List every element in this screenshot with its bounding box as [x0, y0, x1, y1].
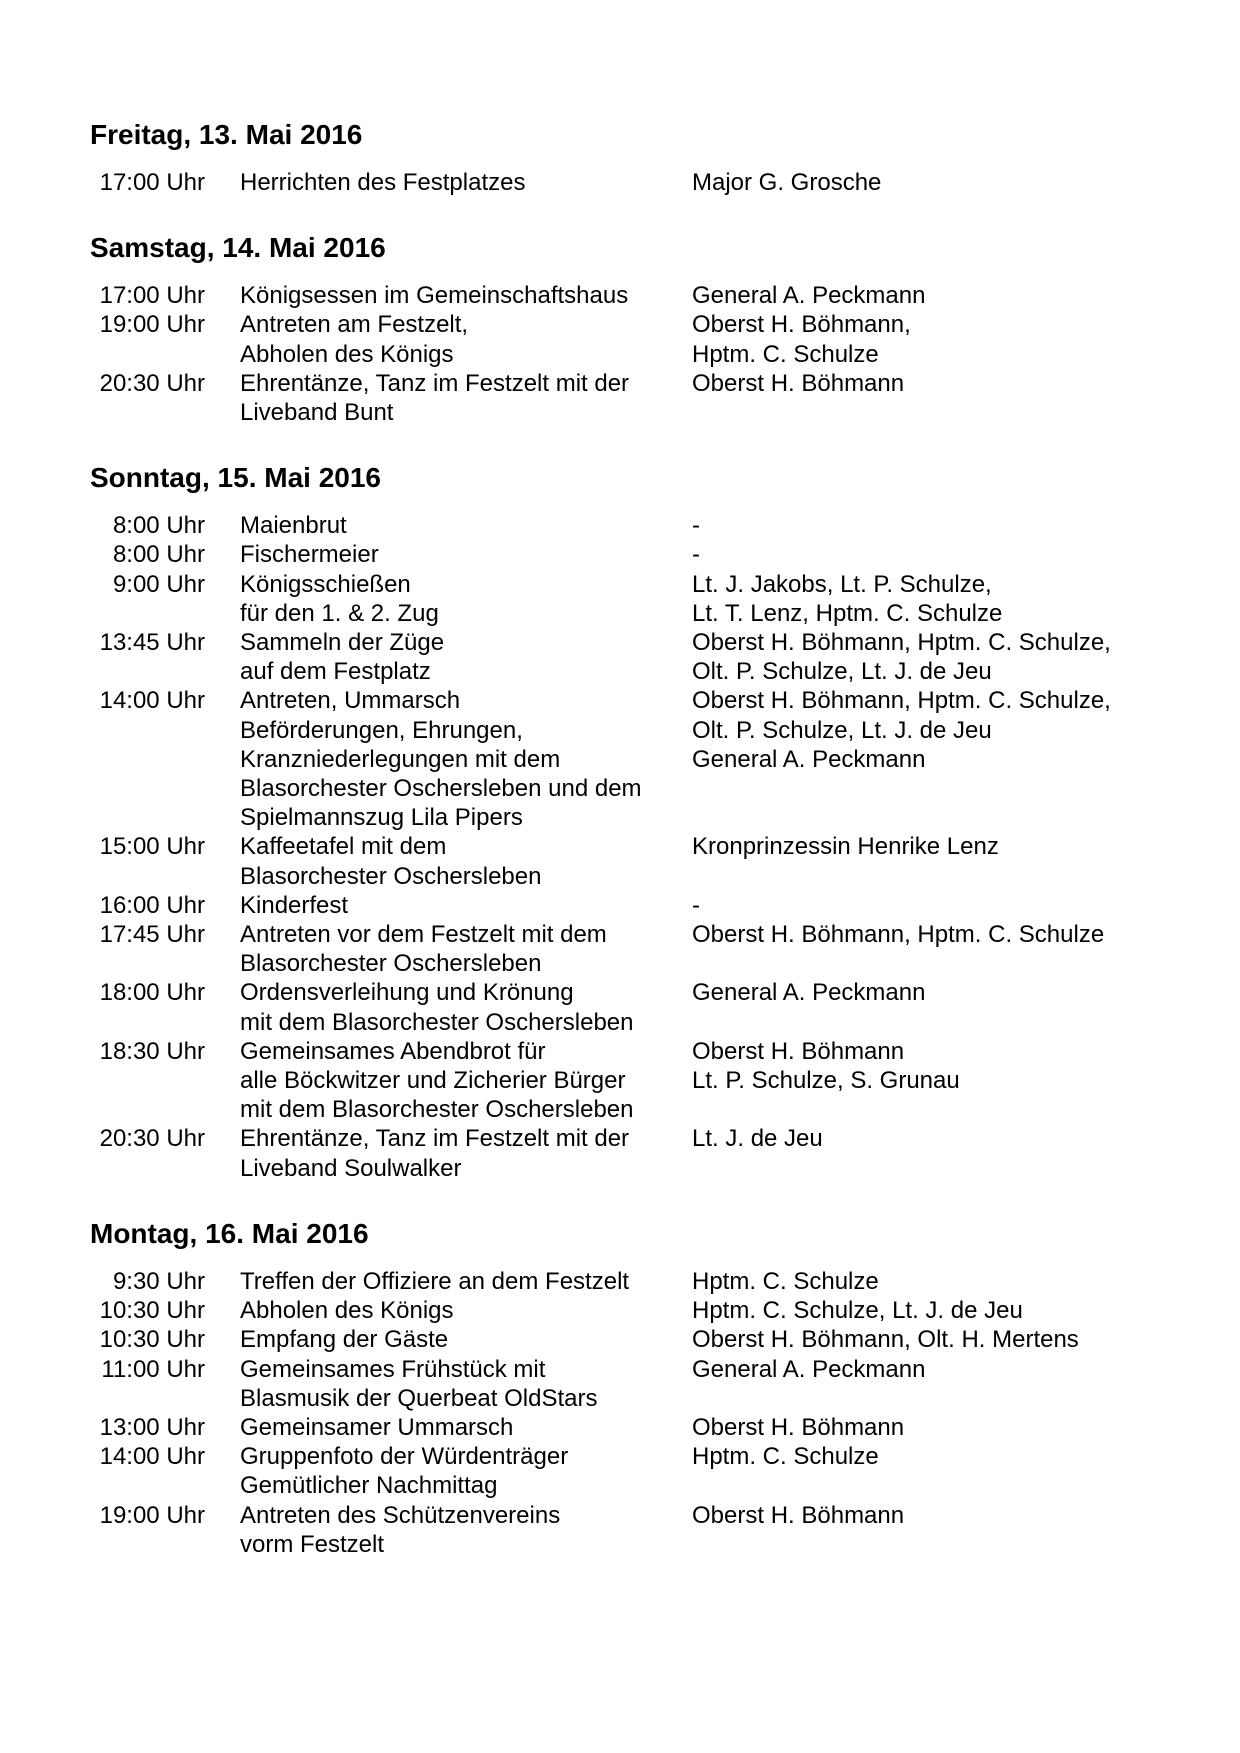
- entry-event: [240, 1124, 692, 1182]
- event-line: Gemütlicher Nachmittag: [240, 1472, 498, 1500]
- entry-responsible: [692, 540, 1150, 569]
- schedule-entry: [90, 1267, 1150, 1296]
- day-section: [90, 1217, 1150, 1559]
- event-line: Gruppenfoto der Würdenträger: [240, 1443, 569, 1471]
- entry-responsible: [692, 1413, 1150, 1442]
- schedule-entry: [90, 168, 1150, 197]
- entry-time: 20:30 Uhr: [99, 369, 205, 397]
- event-line: Liveband Soulwalker: [240, 1154, 462, 1182]
- responsible-line: General A. Peckmann: [692, 745, 926, 773]
- entry-responsible: [692, 1501, 1150, 1559]
- entry-time: 8:00 Uhr: [112, 541, 205, 569]
- responsible-line: Hptm. C. Schulze, Lt. J. de Jeu: [692, 1297, 1023, 1325]
- schedule-page: [90, 118, 1150, 1559]
- event-line: Abholen des Königs: [240, 1297, 454, 1325]
- event-line: Fischermeier: [240, 541, 379, 569]
- schedule-entry: [90, 920, 1150, 978]
- entry-responsible: [692, 1325, 1150, 1354]
- entry-event: [240, 1413, 692, 1442]
- event-line: Empfang der Gäste: [240, 1326, 449, 1354]
- entry-time: 8:00 Uhr: [112, 512, 205, 540]
- section-spacer: [90, 197, 1150, 231]
- event-line: vorm Festzelt: [240, 1530, 385, 1558]
- entry-time: 9:00 Uhr: [112, 570, 205, 598]
- entry-time: 16:00 Uhr: [99, 891, 205, 919]
- schedule-entry: [90, 1124, 1150, 1182]
- entry-time: 19:00 Uhr: [99, 311, 205, 339]
- responsible-line: Oberst H. Böhmann,: [692, 311, 911, 339]
- entry-time: 14:00 Uhr: [99, 1443, 205, 1471]
- schedule-entry: [90, 1501, 1150, 1559]
- event-line: Ehrentänze, Tanz im Festzelt mit der: [240, 369, 630, 397]
- event-line: Gemeinsames Abendbrot für: [240, 1037, 546, 1065]
- schedule-entry: [90, 1037, 1150, 1125]
- entry-event: [240, 891, 692, 920]
- schedule-entry: [90, 540, 1150, 569]
- schedule-entry: [90, 1442, 1150, 1500]
- event-line: Blasorchester Oschersleben: [240, 862, 542, 890]
- section-spacer: [90, 1183, 1150, 1217]
- entry-responsible: [692, 978, 1150, 1036]
- section-spacer: [90, 427, 1150, 461]
- event-line: Sammeln der Züge: [240, 629, 445, 657]
- responsible-line: -: [692, 512, 700, 540]
- entry-time: 10:30 Uhr: [99, 1297, 205, 1325]
- entry-responsible: [692, 628, 1150, 686]
- schedule-entry: [90, 832, 1150, 890]
- event-line: Ehrentänze, Tanz im Festzelt mit der: [240, 1125, 630, 1153]
- event-line: Gemeinsames Frühstück mit: [240, 1355, 546, 1383]
- schedule-entry: [90, 628, 1150, 686]
- day-heading: Samstag, 14. Mai 2016: [90, 232, 386, 264]
- responsible-line: Hptm. C. Schulze: [692, 1267, 879, 1295]
- day-section: [90, 231, 1150, 427]
- entry-responsible: [692, 1037, 1150, 1125]
- entry-responsible: [692, 1296, 1150, 1325]
- event-line: Treffen der Offiziere an dem Festzelt: [240, 1267, 630, 1295]
- entry-event: [240, 628, 692, 686]
- responsible-line: Lt. P. Schulze, S. Grunau: [692, 1067, 960, 1095]
- responsible-line: Oberst H. Böhmann: [692, 369, 905, 397]
- event-line: Blasorchester Oschersleben und dem: [240, 775, 642, 803]
- responsible-line: General A. Peckmann: [692, 282, 926, 310]
- schedule-entry: [90, 570, 1150, 628]
- entry-event: [240, 832, 692, 890]
- entry-responsible: [692, 310, 1150, 368]
- responsible-line: General A. Peckmann: [692, 1355, 926, 1383]
- event-line: Spielmannszug Lila Pipers: [240, 804, 523, 832]
- event-line: Kranzniederlegungen mit dem: [240, 745, 561, 773]
- responsible-line: Oberst H. Böhmann: [692, 1413, 905, 1441]
- event-line: Antreten, Ummarsch: [240, 687, 461, 715]
- entry-event: [240, 1442, 692, 1500]
- entry-responsible: [692, 686, 1150, 832]
- schedule-entry: [90, 369, 1150, 427]
- event-line: Königsschießen: [240, 570, 411, 598]
- schedule-entry: [90, 281, 1150, 310]
- event-line: Abholen des Königs: [240, 340, 454, 368]
- entry-time: 13:00 Uhr: [99, 1413, 205, 1441]
- responsible-line: General A. Peckmann: [692, 979, 926, 1007]
- entry-responsible: [692, 281, 1150, 310]
- entry-responsible: [692, 1124, 1150, 1182]
- entry-responsible: [692, 832, 1150, 890]
- entry-time: 10:30 Uhr: [99, 1326, 205, 1354]
- entry-responsible: [692, 1442, 1150, 1500]
- entry-event: [240, 1355, 692, 1413]
- day-heading: Montag, 16. Mai 2016: [90, 1217, 369, 1249]
- responsible-line: Oberst H. Böhmann: [692, 1037, 905, 1065]
- event-line: Blasorchester Oschersleben: [240, 950, 542, 978]
- entry-time: 18:00 Uhr: [99, 979, 205, 1007]
- event-line: für den 1. & 2. Zug: [240, 599, 439, 627]
- entry-responsible: [692, 168, 1150, 197]
- responsible-line: Major G. Grosche: [692, 169, 882, 196]
- responsible-line: -: [692, 541, 700, 569]
- event-line: Kaffeetafel mit dem: [240, 833, 447, 861]
- schedule-entry: [90, 686, 1150, 832]
- responsible-line: Oberst H. Böhmann, Hptm. C. Schulze,: [692, 687, 1111, 715]
- entry-time: 20:30 Uhr: [99, 1125, 205, 1153]
- entry-event: [240, 570, 692, 628]
- entry-event: [240, 1501, 692, 1559]
- schedule-entry: [90, 891, 1150, 920]
- entry-responsible: [692, 511, 1150, 540]
- responsible-line: Hptm. C. Schulze: [692, 340, 879, 368]
- responsible-line: Olt. P. Schulze, Lt. J. de Jeu: [692, 658, 992, 686]
- responsible-line: -: [692, 891, 700, 919]
- responsible-line: Oberst H. Böhmann: [692, 1501, 905, 1529]
- event-line: Blasmusik der Querbeat OldStars: [240, 1384, 598, 1412]
- event-line: alle Böckwitzer und Zicherier Bürger: [240, 1067, 626, 1095]
- entry-responsible: [692, 891, 1150, 920]
- schedule-entry: [90, 1296, 1150, 1325]
- entry-responsible: [692, 1355, 1150, 1413]
- event-line: Kinderfest: [240, 891, 349, 919]
- schedule-entry: [90, 978, 1150, 1036]
- schedule-entry: [90, 1413, 1150, 1442]
- entry-event: [240, 1037, 692, 1125]
- event-line: Antreten des Schützenvereins: [240, 1501, 561, 1529]
- entry-time: 17:00 Uhr: [99, 282, 205, 310]
- responsible-line: Hptm. C. Schulze: [692, 1443, 879, 1471]
- entry-time: 13:45 Uhr: [99, 629, 205, 657]
- day-heading: Sonntag, 15. Mai 2016: [90, 462, 381, 494]
- event-line: Königsessen im Gemeinschaftshaus: [240, 282, 629, 310]
- schedule-entry: [90, 310, 1150, 368]
- entry-event: [240, 1325, 692, 1354]
- entry-time: 9:30 Uhr: [112, 1267, 205, 1295]
- entry-event: [240, 281, 692, 310]
- event-line: Antreten vor dem Festzelt mit dem: [240, 921, 607, 949]
- day-heading: Freitag, 13. Mai 2016: [90, 119, 363, 150]
- entry-time: 17:00 Uhr: [99, 169, 205, 196]
- entry-event: [240, 1267, 692, 1296]
- responsible-line: Olt. P. Schulze, Lt. J. de Jeu: [692, 716, 992, 744]
- event-line: Beförderungen, Ehrungen,: [240, 716, 523, 744]
- entry-time: 15:00 Uhr: [99, 833, 205, 861]
- event-line: Herrichten des Festplatzes: [240, 169, 526, 196]
- event-line: auf dem Festplatz: [240, 658, 431, 686]
- responsible-line: Kronprinzessin Henrike Lenz: [692, 833, 999, 861]
- event-line: Antreten am Festzelt,: [240, 311, 469, 339]
- entry-time: 14:00 Uhr: [99, 687, 205, 715]
- event-line: Maienbrut: [240, 512, 347, 540]
- entry-event: [240, 168, 692, 197]
- entry-time: 19:00 Uhr: [99, 1501, 205, 1529]
- entry-event: [240, 686, 692, 832]
- event-line: mit dem Blasorchester Oschersleben: [240, 1008, 634, 1036]
- event-line: mit dem Blasorchester Oschersleben: [240, 1096, 634, 1124]
- responsible-line: Oberst H. Böhmann, Olt. H. Mertens: [692, 1326, 1079, 1354]
- responsible-line: Oberst H. Böhmann, Hptm. C. Schulze,: [692, 629, 1111, 657]
- entry-time: 18:30 Uhr: [99, 1037, 205, 1065]
- entry-responsible: [692, 369, 1150, 427]
- entry-event: [240, 978, 692, 1036]
- event-line: Gemeinsamer Ummarsch: [240, 1413, 514, 1441]
- responsible-line: Lt. J. de Jeu: [692, 1125, 823, 1153]
- entry-responsible: [692, 1267, 1150, 1296]
- entry-responsible: [692, 920, 1150, 978]
- schedule-entry: [90, 1355, 1150, 1413]
- schedule-entry: [90, 511, 1150, 540]
- entry-event: [240, 540, 692, 569]
- entry-event: [240, 1296, 692, 1325]
- schedule-entry: [90, 1325, 1150, 1354]
- entry-event: [240, 310, 692, 368]
- event-line: Ordensverleihung und Krönung: [240, 979, 574, 1007]
- responsible-line: Lt. T. Lenz, Hptm. C. Schulze: [692, 599, 1003, 627]
- responsible-line: Lt. J. Jakobs, Lt. P. Schulze,: [692, 570, 992, 598]
- entry-event: [240, 920, 692, 978]
- responsible-line: Oberst H. Böhmann, Hptm. C. Schulze: [692, 921, 1105, 949]
- entry-responsible: [692, 570, 1150, 628]
- entry-event: [240, 369, 692, 427]
- event-line: Liveband Bunt: [240, 399, 394, 427]
- day-section: [90, 461, 1150, 1183]
- entry-event: [240, 511, 692, 540]
- entry-time: 17:45 Uhr: [99, 921, 205, 949]
- day-section: [90, 118, 1150, 197]
- entry-time: 11:00 Uhr: [101, 1355, 205, 1383]
